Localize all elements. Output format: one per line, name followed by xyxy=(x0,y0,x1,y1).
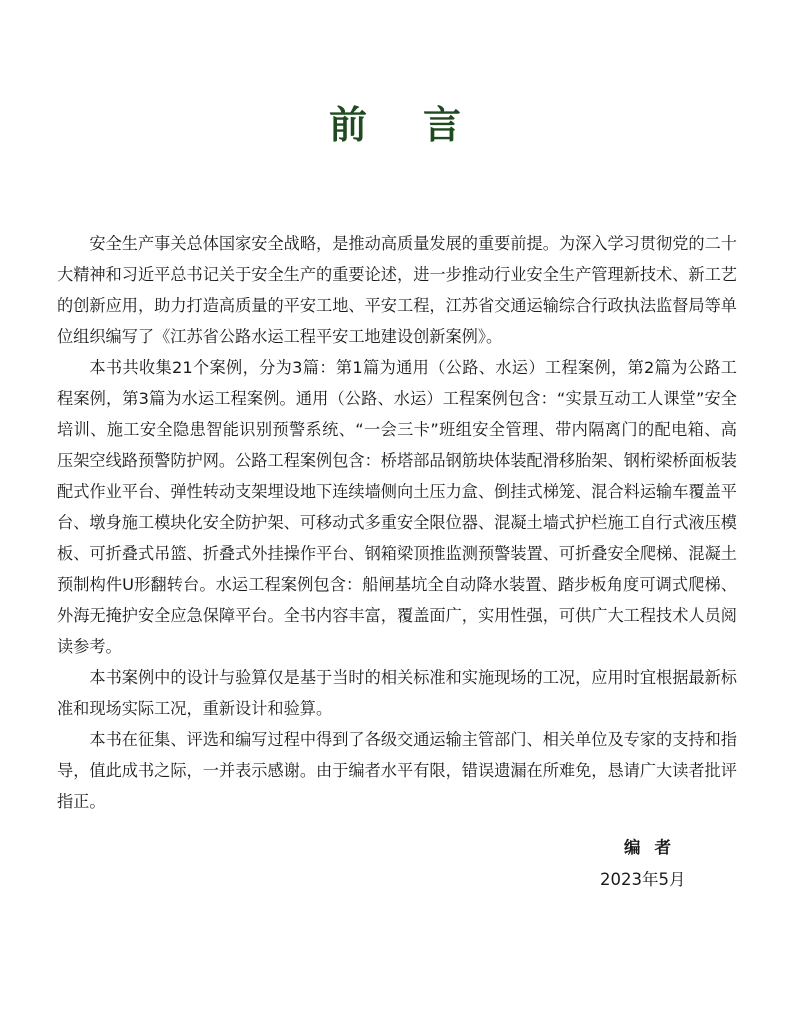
preface-body xyxy=(57,228,737,817)
paragraph-contents: 本书共收集21个案例，分为3篇：第1篇为通用（公路、水运）工程案例，第2篇为公路工程案例，第3篇为水运工程案例。通用（公路、水运）工程案例包含：“实景互动工人课堂”安全培训、施工安全隐患智能识别预警系统、“一会三卡”班组安全管理、带内隔离门的配电箱、高压架空线路预警防护网。公路工程案例包含：桥塔部品钢筋块体装配滑移胎架、钢桁梁桥面板装配式作业平台、弹性转动支架埋设地下连续墙侧向土压力盒、倒挂式梯笼、混合料运输车覆盖平台、墩身施工模块化安全防护架、可移动式多重安全限位器、混凝土墙式护栏施工自行式液压模板、可折叠式吊篮、折叠式外挂操作平台、钢箱梁顶推监测预警装置、可折叠安全爬梯、混凝土预制构件U形翻转台。水运工程案例包含：船闸基坑全自动降水装置、踏步板角度可调式爬梯、外海无掩护安全应急保障平台。全书内容丰富，覆盖面广，实用性强，可供广大工程技术人员阅读参考。 xyxy=(57,358,737,656)
signature-date: 2023年5月 xyxy=(600,870,686,889)
paragraph-acknowledgement: 本书在征集、评选和编写过程中得到了各级交通运输主管部门、相关单位及专家的支持和指导，值此成书之际，一并表示感谢。由于编者水平有限，错误遗漏在所难免，恳请广大读者批评指正。 xyxy=(57,730,737,811)
paragraph-intro: 安全生产事关总体国家安全战略，是推动高质量发展的重要前提。为深入学习贯彻党的二十大精神和习近平总书记关于安全生产的重要论述，进一步推动行业安全生产管理新技术、新工艺的创新应用，助力打造高质量的平安工地、平安工程，江苏省交通运输综合行政执法监督局等单位组织编写了《江苏省公路水运工程平安工地建设创新案例》。 xyxy=(57,234,737,346)
signature-name: 编者 xyxy=(624,838,685,857)
paragraph-disclaimer: 本书案例中的设计与验算仅是基于当时的相关标准和实施现场的工况，应用时宜根据最新标准和现场实际工况，重新设计和验算。 xyxy=(57,668,737,718)
page-title: 前言 xyxy=(328,103,517,147)
signature-block xyxy=(600,833,686,895)
